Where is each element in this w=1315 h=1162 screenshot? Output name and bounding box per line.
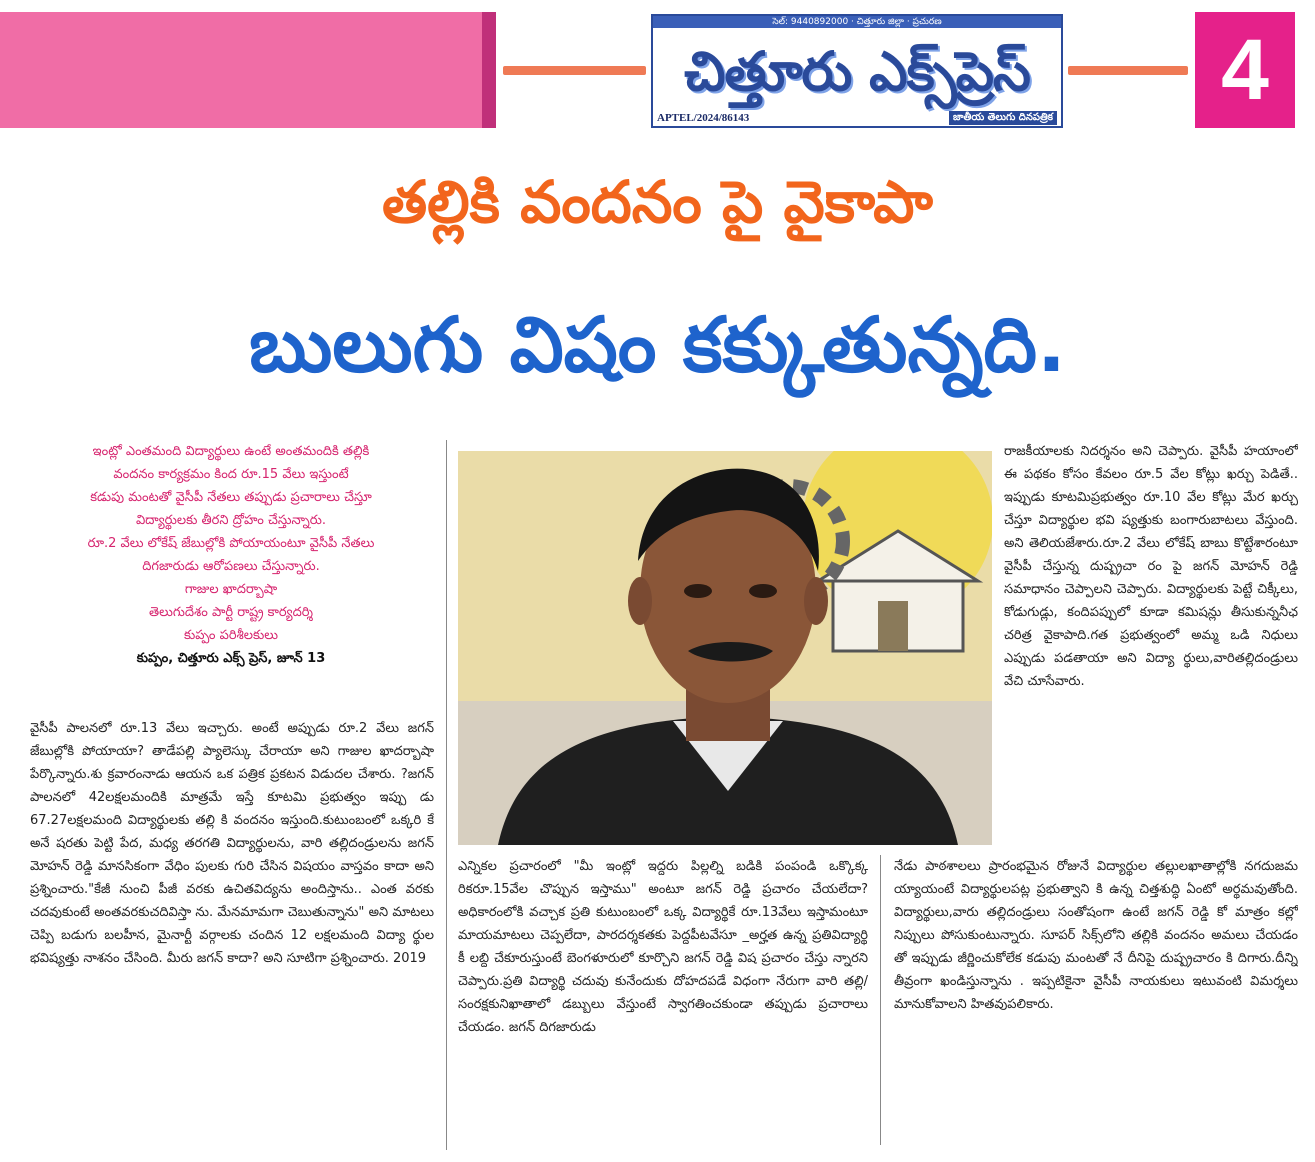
masthead-tagline: జాతీయ తెలుగు దినపత్రిక: [949, 111, 1057, 125]
column-divider: [446, 440, 447, 1150]
politician-photo: [458, 451, 992, 845]
headline-line2: బులుగు విషం కక్కుతున్నది.: [249, 300, 1066, 389]
intro-line: విద్యార్థులకు తీరని ద్రోహం చేస్తున్నారు.: [135, 513, 327, 528]
column-1-text: వైసీపీ పాలనలో రూ.13 వేలు ఇచ్చారు. అంటే అప్పుడు రూ.2 వేలు జగన్ జేబుల్లోకి పోయాయా? తాడేపల్లి ప్యాలెస్కు చేరాయా అని గాజుల ఖాదర్బాషా పేర్కొన్నారు.శు క్రవారంనాడు ఆయన ఒక పత్రిక ప్రకటన విడుదల చేశారు. ?జగన్ పాలనలో 42లక్షలమందికి మాత్రమే ఇస్తే కూటమి ప్రభుత్వం ఇప్పు డు 67.27లక్షలమంది విద్యార్థులకు తల్లి కి వందనం ఇస్తుంది.కుటుంబంలో ఒక్కరి కే అనే షరతు పెట్టి పేద, మధ్య తరగతి విద్యార్థులను, వారి తల్లిదండ్రులను జగన్ మోహన్ రెడ్డి మానసికంగా వేధిం పులకు గురి చేసిన విషయం వాస్తవం కాదా అని ప్రశ్నించారు."కేజీ నుంచి పీజీ వరకు ఉచితవిద్యను అందిస్తాను.. ఎంత వరకు చదవుకుంటే అంతవరకుచదివిస్తా ను. మేనమామగా చెబుతున్నాను" అని మాటలు చెప్పి బడుగు బలహీన, మైనార్టీ వర్గాలకు చందిన 12 లక్షలమంది విద్యా ర్థుల భవిష్యత్తు నాశనం చేసింది. మీరు జగన్ కాదా? అని సూటిగా ప్రశ్నించారు. 2019: [30, 721, 434, 966]
intro-author: గాజుల ఖాదర్బాషా: [184, 582, 278, 597]
intro-block: [30, 440, 432, 670]
article-column-3-lower: [894, 855, 1298, 1145]
column-3-upper-text: రాజకీయాలకు నిదర్శనం అని చెప్పారు. వైసీపీ హయాంలో ఈ పథకం కోసం కేవలం రూ.5 వేల కోట్లు ఖర్చు పెడితే.. ఇప్పుడు కూటమిప్రభుత్వం రూ.10 వేల కోట్లు మేర ఖర్చు చేస్తూ విద్యార్థుల భవి ష్యత్తుకు బంగారుబాటలు వేస్తుంది. అని తెలియజేశారు.రూ.2 వేలు లోకేష్ బాబు కొట్టేశారంటూ వైసీపీ చేస్తున్న దుష్ప్రచా రం పై జగన్ మోహన్ రెడ్డి సమాధానం చెప్పాలని చెప్పారు. విద్యార్థులకు పెట్టే చిక్కీలు, కోడుగుడ్లు, కందిపప్పులో కూడా కమిషన్లు తీసుకున్ననీఛ చరిత్ర వైకాపాది.గత ప్రభుత్వంలో అమ్మ ఒడి నిధులు ఎప్పుడు పడతాయా అని విద్యా ర్థులు,వారితల్లిదండ్రులు వేచి చూసేవారు.: [1004, 444, 1298, 689]
intro-line: కడుపు మంటతో వైసీపీ నేతలు తప్పుడు ప్రచారాలు చేస్తూ: [90, 490, 372, 505]
dateline: కుప్పం, చిత్తూరు ఎక్స్ ప్రెస్, జూన్ 13: [136, 651, 326, 666]
column-3-lower-text: నేడు పాఠశాలలు ప్రారంభమైన రోజునే విద్యార్థుల తల్లులఖాతాల్లోకి నగదుజమ య్యాయంటే విద్యార్థులపట్ల ప్రభుత్వాని కి ఉన్న చిత్తశుద్ధి ఏంటో అర్థమవుతోంది. విద్యార్థులు,వారు తల్లిదండ్రులు సంతోషంగా ఉంటే జగన్ రెడ్డి కో మాత్రం కల్లో నిప్పులు పోసుకుంటున్నారు. సూపర్ సిక్స్‌లోని తల్లికి వందనం అమలు చేయడం తో ఇప్పుడు జీర్ణించుకోలేక కడుపు మంటతో నే దీనిపై దుష్ప్రచారం కి దిగారు.దీన్ని తీవ్రంగా ఖండిస్తున్నాను . ఇప్పటికైనా వైసీపీ నాయకులు ఇటువంటి విమర్శలు మానుకోవాలని హితవుపలికారు.: [894, 859, 1298, 1012]
header-rule-left: [503, 66, 646, 75]
portrait-image: [458, 451, 992, 845]
article-column-1: [30, 717, 434, 1147]
header-pink-band: [0, 12, 482, 128]
intro-line: వందనం కార్యక్రమం కింద రూ.15 వేలు ఇస్తుంటే: [113, 467, 349, 482]
header-pink-edge: [482, 12, 496, 128]
intro-designation: తెలుగుదేశం పార్టీ రాష్ట్ర కార్యదర్శి: [149, 605, 313, 620]
article-column-3-upper: [1004, 440, 1298, 844]
intro-line: రూ.2 వేలు లోకేష్ జేబుల్లోకి పోయాయంటూ వైసీపీ నేతలు: [87, 536, 375, 551]
intro-role: కుప్పం పరిశీలకులు: [184, 628, 278, 643]
article-column-2: [458, 855, 868, 1140]
column-divider: [880, 855, 881, 1145]
masthead-title: చిత్తూరు ఎక్స్‌ప్రెస్: [684, 40, 1030, 103]
page-number: 4: [1195, 12, 1295, 128]
intro-line: దిగజారుడు ఆరోపణలు చేస్తున్నారు.: [142, 559, 320, 574]
masthead: [651, 14, 1063, 128]
masthead-strip: సెల్: 9440892000 · చిత్తూరు జిల్లా · ప్రచురణ: [653, 16, 1061, 28]
header-rule-right: [1068, 66, 1188, 75]
headline-line1: తల్లికి వందనం పై వైకాపా: [382, 168, 933, 236]
intro-line: ఇంట్లో ఎంతమంది విద్యార్థులు ఉంటే అంతమందికి తల్లికి: [92, 444, 370, 459]
column-2-text: ఎన్నికల ప్రచారంలో "మీ ఇంట్లో ఇద్దరు పిల్లల్ని బడికి పంపండి ఒక్కొక్క రికరూ.15వేల చొప్పున ఇస్తాము" అంటూ జగన్ రెడ్డి ప్రచారం చేయలేదా?అధికారంలోకి వచ్చాక ప్రతి కుటుంబంలో ఒక్క విద్యార్థికే రూ.13వేలు ఇస్తామంటూ మాయమాటలు చెప్పలేదా, పారదర్శకతకు పెద్దపీటవేసూ _అర్హత ఉన్న ప్రతివిద్యార్థి కీ లబ్ది చేకూరుస్తుంటే బెంగళూరులో కూర్చొని జగన్ రెడ్డి విష ప్రచారం చేస్తు న్నారని చెప్పారు.ప్రతి విద్యార్థి చదువు కునేందుకు దోహదపడే విధంగా నేరుగా వారి తల్లి/సంరక్షకునిఖాతాలో డబ్బులు వేస్తుంటే స్వాగతించకుండా తప్పుడు ప్రచారాలు చేయడం. జగన్ దిగజారుడు: [458, 859, 868, 1035]
masthead-registration: APTEL/2024/86143: [657, 112, 750, 124]
